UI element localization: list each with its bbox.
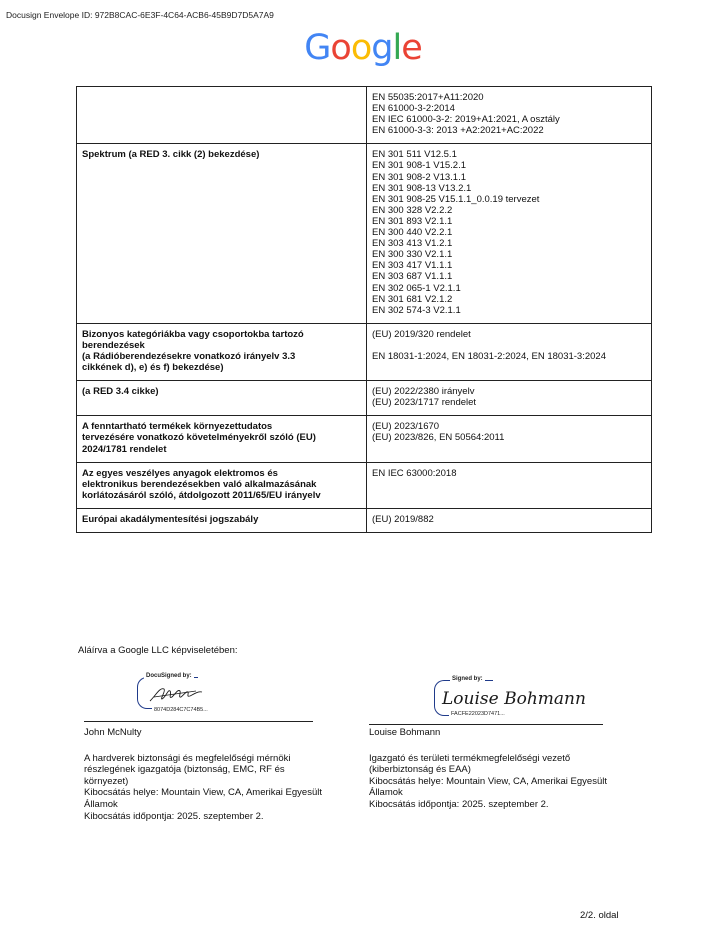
standard-line: EN 300 328 V2.2.2 — [372, 204, 453, 216]
standard-line: (EU) 2019/882 — [372, 513, 434, 525]
signer-title-line: Kibocsátás időpontja: 2025. szeptember 2. — [84, 810, 264, 822]
requirement-cell — [77, 462, 367, 508]
signer-block-bohmann — [369, 727, 649, 811]
standard-line: EN IEC 63000:2018 — [372, 467, 457, 479]
standard-line: EN 301 908-1 V15.2.1 — [372, 160, 467, 172]
standard-line: EN 301 908-2 V13.1.1 — [372, 171, 467, 183]
requirement-line: Bizonyos kategóriákba vagy csoportokba tartozó — [82, 328, 304, 340]
requirement-cell — [77, 323, 367, 380]
docusign-stamp-label: Signed by: — [452, 676, 483, 682]
standards-cell — [367, 323, 652, 380]
signer-title-line: Államok — [369, 787, 403, 799]
standard-line: (EU) 2019/320 rendelet — [372, 328, 471, 340]
signer-title-line: Igazgató és területi termékmegfelelőségi vezető — [369, 752, 571, 764]
requirement-cell — [77, 144, 367, 323]
standard-line: EN 303 413 V1.2.1 — [372, 238, 453, 250]
standard-line: (EU) 2022/2380 irányelv — [372, 386, 475, 398]
standard-line: EN IEC 61000-3-2: 2019+A1:2021, A osztály — [372, 114, 560, 126]
table-row — [77, 87, 652, 144]
standards-cell — [367, 381, 652, 416]
table-row — [77, 323, 652, 380]
requirement-line: (a RED 3.4 cikke) — [82, 386, 159, 398]
signer-title-line: Államok — [84, 798, 118, 810]
requirement-line: korlátozásáról szóló, átdolgozott 2011/65/EU irányelv — [82, 489, 321, 501]
handwritten-signature-mcnulty — [148, 683, 208, 705]
requirement-line: Európai akadálymentesítési jogszabály — [82, 513, 259, 525]
standard-line: EN 302 574-3 V2.1.1 — [372, 304, 461, 316]
requirement-line: cikkének d), e) és f) bekezdése) — [82, 362, 224, 374]
logo-letter: G — [304, 28, 331, 68]
signer-title-line: A hardverek biztonsági és megfelelőségi mérnöki — [84, 752, 291, 764]
google-logo — [0, 28, 726, 68]
standard-line: EN 302 065-1 V2.1.1 — [372, 282, 461, 294]
standards-cell — [367, 87, 652, 144]
signature-line — [84, 721, 313, 722]
standard-line: EN 301 511 V12.5.1 — [372, 149, 457, 161]
logo-letter: o — [350, 28, 372, 68]
standard-line: EN 301 908-13 V13.2.1 — [372, 182, 472, 194]
standard-line: (EU) 2023/826, EN 50564:2011 — [372, 432, 505, 444]
signer-title-line: Kibocsátás időpontja: 2025. szeptember 2. — [369, 798, 549, 810]
handwritten-signature-bohmann — [440, 684, 586, 712]
standard-line: (EU) 2023/1670 — [372, 421, 440, 433]
table-row — [77, 381, 652, 416]
signer-name: Louise Bohmann — [369, 727, 441, 738]
logo-letter: g — [371, 28, 393, 68]
signer-title-line: részlegének igazgatója (biztonság, EMC, RF és — [84, 764, 285, 776]
requirement-line: tervezésére vonatkozó követelményekről szóló (EU) — [82, 432, 316, 444]
signed-on-behalf-text: Aláírva a Google LLC képviseletében: — [78, 645, 238, 656]
logo-letter: l — [392, 28, 402, 68]
signer-title-line: (kiberbiztonság és EAA) — [369, 764, 471, 776]
signer-title-line: környezet) — [84, 775, 129, 787]
standards-table — [76, 86, 652, 533]
standards-cell — [367, 508, 652, 532]
standard-line: EN 300 440 V2.2.1 — [372, 227, 453, 239]
logo-letter: o — [330, 28, 351, 68]
table-row — [77, 416, 652, 462]
page-number: 2/2. oldal — [580, 910, 619, 921]
table-row — [77, 144, 652, 323]
standards-cell — [367, 144, 652, 323]
signature-line — [369, 724, 603, 725]
signature-text: Louise Bohmann — [442, 689, 586, 709]
docusign-stamp-code: 8074D284C7C74B5... — [154, 707, 208, 713]
standard-line: EN 301 681 V2.1.2 — [372, 293, 453, 305]
docusign-stamp-label: DocuSigned by: — [146, 673, 192, 679]
table-row — [77, 462, 652, 508]
signer-name: John McNulty — [84, 727, 142, 738]
docusign-stamp-code: FACFE22023D7471... — [451, 711, 505, 717]
standards-cell — [367, 416, 652, 462]
standard-line: EN 303 417 V1.1.1 — [372, 260, 453, 272]
requirement-cell — [77, 416, 367, 462]
standard-line: EN 61000-3-3: 2013 +A2:2021+AC:2022 — [372, 125, 544, 137]
requirement-line: Az egyes veszélyes anyagok elektromos és — [82, 467, 278, 479]
standard-line: (EU) 2023/1717 rendelet — [372, 397, 477, 409]
standard-line: EN 18031-1:2024, EN 18031-2:2024, EN 18031-3:2024 — [372, 350, 606, 362]
requirement-line: 2024/1781 rendelet — [82, 443, 167, 455]
requirement-line: (a Rádióberendezésekre vonatkozó irányelv 3.3 — [82, 350, 296, 362]
standard-line: EN 300 330 V2.1.1 — [372, 249, 453, 261]
standard-line: EN 301 908-25 V15.1.1_0.0.19 tervezet — [372, 193, 540, 205]
logo-letter: e — [401, 28, 422, 68]
signer-title-line: Kibocsátás helye: Mountain View, CA, Amerikai Egyesült — [84, 787, 322, 799]
table-row — [77, 508, 652, 532]
requirement-cell — [77, 87, 367, 144]
envelope-id: Docusign Envelope ID: 972B8CAC-6E3F-4C64-ACB6-45B9D7D5A7A9 — [6, 10, 274, 20]
standard-line: EN 303 687 V1.1.1 — [372, 271, 453, 283]
standard-line: EN 61000-3-2:2014 — [372, 103, 455, 115]
signer-block-mcnulty — [84, 727, 364, 822]
standard-line: EN 55035:2017+A11:2020 — [372, 92, 484, 103]
requirement-line: Spektrum (a RED 3. cikk (2) bekezdése) — [82, 149, 260, 161]
signer-title-line: Kibocsátás helye: Mountain View, CA, Amerikai Egyesült — [369, 775, 607, 787]
requirement-line: elektronikus berendezésekben való alkalmazásának — [82, 478, 317, 490]
requirement-cell — [77, 381, 367, 416]
requirement-cell — [77, 508, 367, 532]
requirement-line: berendezések — [82, 339, 145, 351]
standards-cell — [367, 462, 652, 508]
standard-line — [372, 340, 646, 351]
standard-line: EN 301 893 V2.1.1 — [372, 215, 453, 227]
requirement-line: A fenntartható termékek környezettudatos — [82, 421, 273, 433]
